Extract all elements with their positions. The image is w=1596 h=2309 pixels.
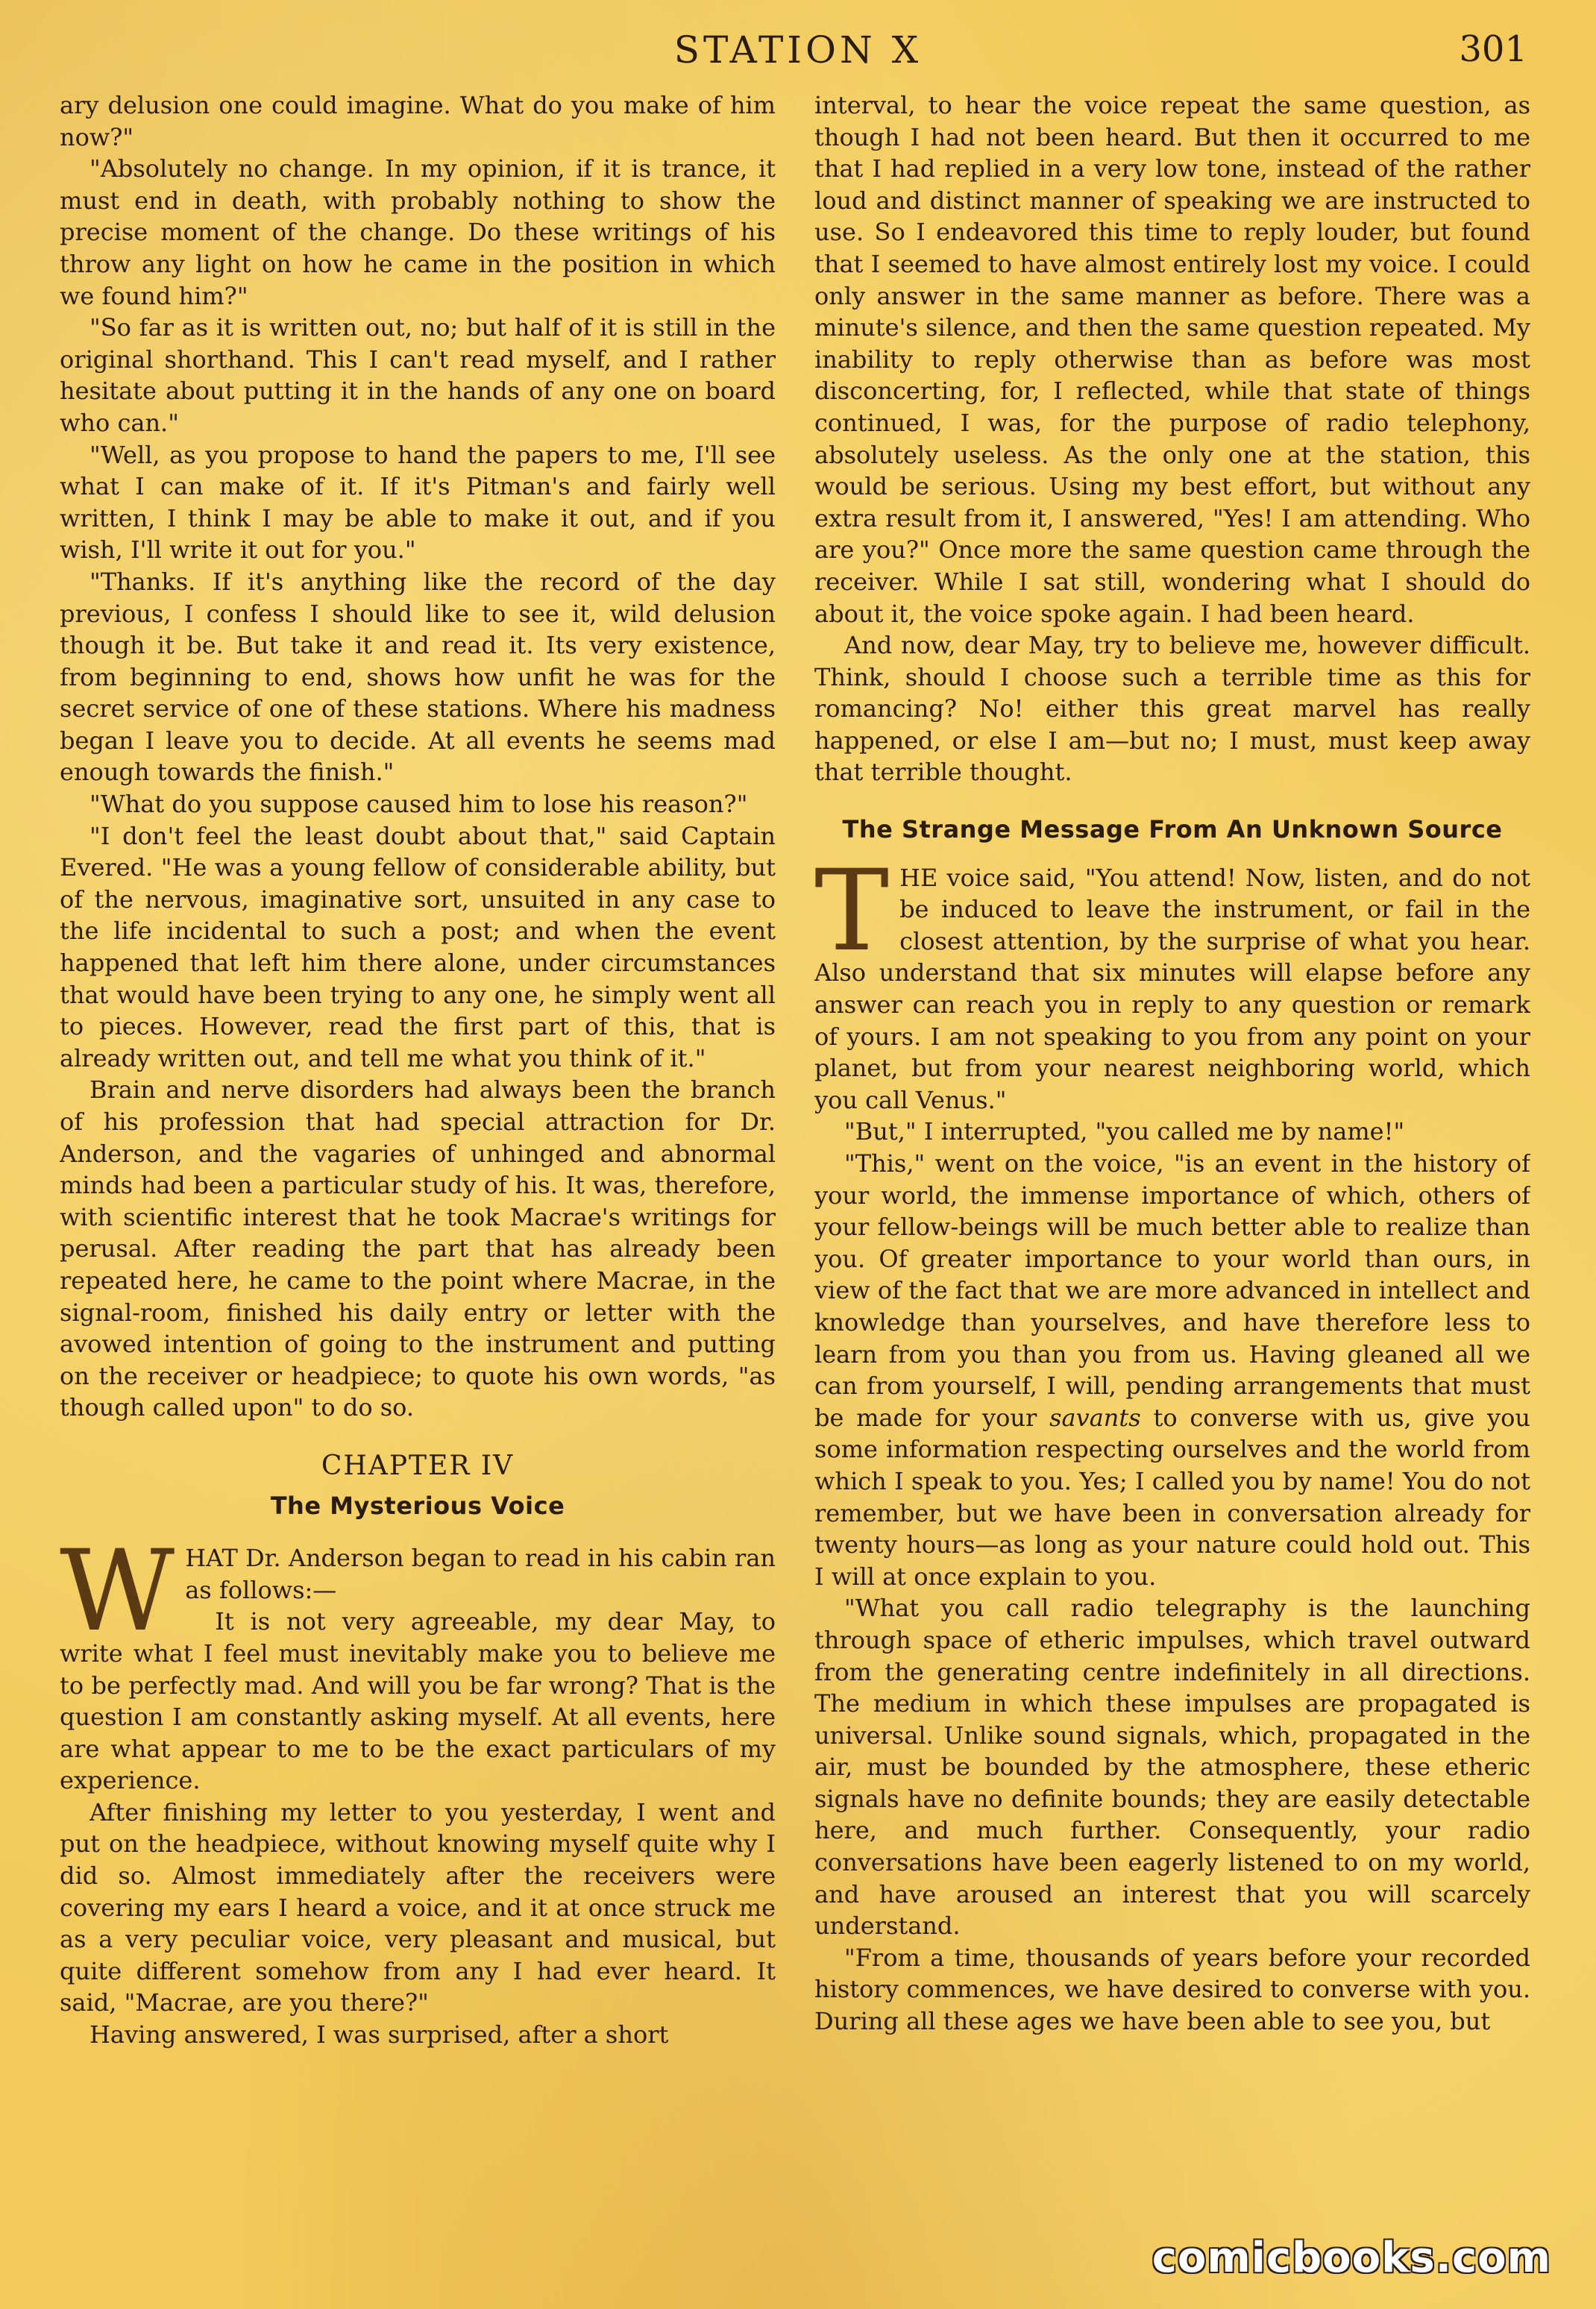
paragraph: "I don't feel the least doubt about that," said Captain Evered. "He was a young fellow of considerable ability, but of the nervous, imaginative sort, unsuited in any case to the life incidental to such a post; and when the event happened that left him there alone, under circumstances that would have been trying to any one, he simply went all to pieces. However, read the first part of this, that is already written out, and tell me what you think of it." (60, 821, 776, 1072)
paragraph: "Thanks. If it's anything like the record of the day previous, I confess I should like to see it, wild delusion though it be. But take it and read it. Its very existence, from beginning to end, shows how unfit he was for the secret service of one of these stations. Where his madness began I leave you to decide. At all events he seems mad enough towards the finish." (60, 567, 776, 787)
dropcap-letter: T (814, 846, 890, 976)
watermark: comicbooks.com (1152, 2234, 1551, 2282)
dropcap-paragraph (814, 846, 1530, 1116)
paragraph: "From a time, thousands of years before your recorded history commences, we have desired to converse with you. During all these ages we have been able to see you, but (814, 1943, 1530, 2036)
paragraph: "So far as it is written out, no; but half of it is still in the original shorthand. This I can't read myself, and I rather hesitate about putting it in the hands of any one on board who can." (60, 313, 776, 437)
running-title: STATION X (673, 28, 923, 72)
paragraph: "What do you suppose caused him to lose his reason?" (89, 790, 748, 819)
paragraph: "Absolutely no change. In my opinion, if it is trance, it must end in death, with probably nothing to show the precise moment of the change. Do these writings of his throw any light on how he came in the position in which we found him?" (60, 154, 776, 310)
paragraph: And now, dear May, try to believe me, however difficult. Think, should I choose such a terrible time as this for romancing? No! either this great marvel has really happened, or else I am—but no; I must, must keep away that terrible thought. (814, 631, 1530, 787)
paragraph: Having answered, I was surprised, after a short (89, 2020, 669, 2049)
italic-word: savants (1049, 1403, 1141, 1432)
right-column (814, 89, 1530, 2267)
paragraph-with-italic (814, 1148, 1530, 1592)
paragraph: After finishing my letter to you yesterday, I went and put on the headpiece, without knowing myself quite why I did so. Almost immediately after the receivers were covering my ears I heard a voice, and it at once struck me as a very peculiar voice, very pleasant and musical, but quite different somehow from any I had ever heard. It said, "Macrae, are you there?" (60, 1797, 776, 2017)
paragraph-text: "This," went on the voice, "is an event in the history of your world, the immense importance of which, others of your fellow-beings will be much better able to realize than you. Of greater importance to your world than ours, in view of the fact that we are more advanced in intellect and knowledge than yourselves, and have therefore less to learn from you than you from us. Having gleaned all we can from yourself, I will, pending arrangements that must be made for your (814, 1149, 1530, 1432)
chapter-heading: CHAPTER IV (321, 1450, 515, 1481)
paragraph: "But," I interrupted, "you called me by name!" (844, 1117, 1405, 1146)
paragraph: ary delusion one could imagine. What do you make of him now?" (60, 91, 776, 151)
paragraph: It is not very agreeable, my dear May, to write what I feel must inevitably make you to believe me to be perfectly mad. And will you be far wrong? That is the question I am constantly asking myself. At all events, here are what appear to me to be the exact particulars of my experience. (60, 1607, 776, 1795)
dropcap-paragraph-text: HE voice said, "You attend! Now, listen, and do not be induced to leave the instrument, or fail in the closest attention, by the surprise of what you hear. Also understand that six minutes will elapse before any answer can reach you in reply to any question or remark of yours. I am not speaking to you from any point on your planet, but from your nearest neighboring world, which you call Venus." (814, 863, 1530, 1114)
paragraph: Brain and nerve disorders had always been the branch of his profession that had special attraction for Dr. Anderson, and the vagaries of unhinged and abnormal minds had been a particular study of his. It was, therefore, with scientific interest that he took Macrae's writings for perusal. After reading the part that has already been repeated here, he came to the point where Macrae, in the signal-room, finished his daily entry or letter with the avowed intention of going to the instrument and putting on the receiver or headpiece; to quote his own words, "as though called upon" to do so. (60, 1075, 776, 1422)
dropcap-paragraph (60, 1527, 776, 1657)
paragraph: "Well, as you propose to hand the papers to me, I'll see what I can make of it. If it's Pitman's and fairly well written, I think I may be able to make it out, and if you wish, I'll write it out for you." (60, 440, 776, 565)
left-column (60, 89, 776, 2267)
dropcap-letter: W (60, 1527, 175, 1657)
paragraph: "What you call radio telegraphy is the launching through space of etheric impulses, which travel outward from the generating centre indefinitely in all directions. The medium in which these impulses are propagated is universal. Unlike sound signals, which, propagated in the air, must be bounded by the atmosphere, these etheric signals have no definite bounds; they are easily detectable here, and much further. Consequently, your radio conversations have been eagerly listened to on my world, and have aroused an interest that you will scarcely understand. (814, 1594, 1530, 1941)
dropcap-paragraph-text: HAT Dr. Anderson began to read in his cabin ran as follows:— (185, 1544, 776, 1604)
page-number: 301 (1459, 28, 1527, 70)
paragraph: interval, to hear the voice repeat the same question, as though I had not been heard. But then it occurred to me that I had replied in a very low tone, instead of the rather loud and distinct manner of speaking we are instructed to use. So I endeavored this time to reply louder, but found that I seemed to have almost entirely lost my voice. I could only answer in the same manner as before. There was a minute's silence, and then the same question repeated. My inability to reply otherwise than as before was most disconcerting, for, I reflected, while that state of things continued, I was, for the purpose of radio telephony, absolutely useless. As the only one at the station, this would be serious. Using my best effort, but without any extra result from it, I answered, "Yes! I am attending. Who are you?" Once more the same question came through the receiver. While I sat still, wondering what I should do about it, the voice spoke again. I had been heard. (814, 91, 1530, 628)
section-heading: The Mysterious Voice (270, 1491, 565, 1520)
section-heading: The Strange Message From An Unknown Source (842, 815, 1503, 844)
paragraph-text: to converse with us, give you some information respecting ourselves and the world from which I speak to you. Yes; I called you by name! You do not remember, but we have been in conversation already for twenty hours—as long as your nature could hold out. This I will at once explain to you. (814, 1403, 1530, 1591)
